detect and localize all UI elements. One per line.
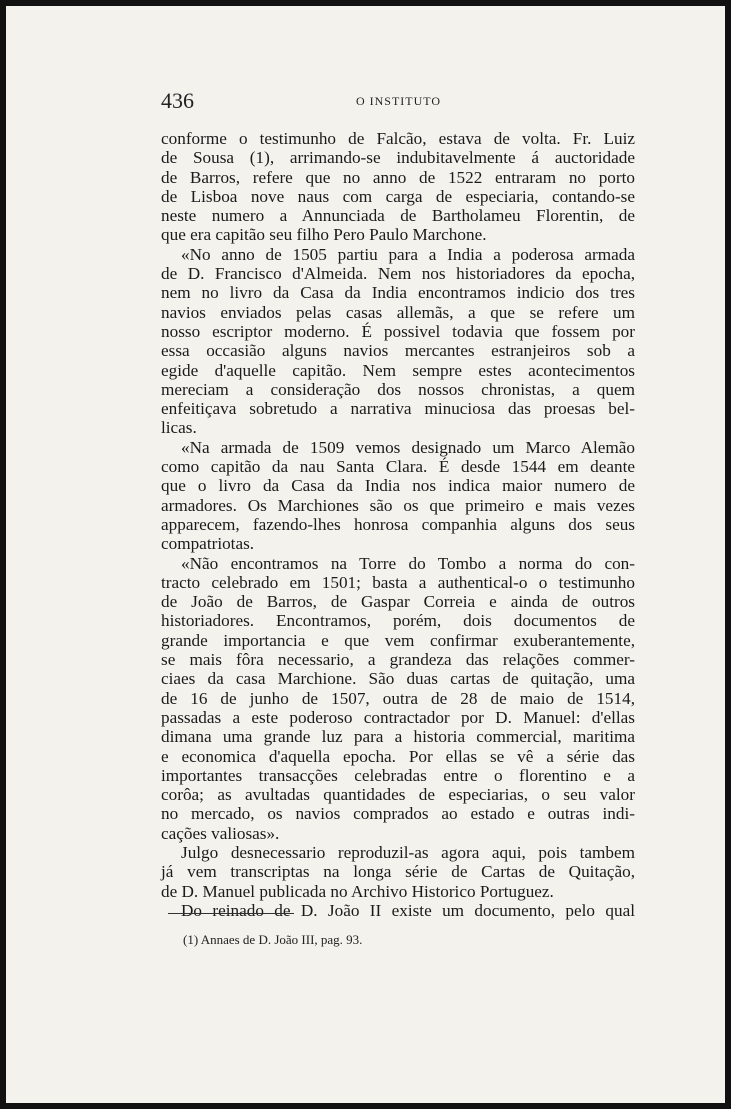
text-line: Do reinado de D. João II existe um documento, pelo qual [181, 900, 635, 920]
text-line: «Na armada de 1509 vemos designado um Marco Alemão [181, 437, 635, 457]
text-line: já vem transcriptas na longa série de Cartas de Quitação, [161, 862, 635, 882]
text-line: conforme o testimunho de Falcão, estava de volta. Fr. Luiz [161, 129, 635, 148]
text-line: de Lisboa nove naus com carga de especiaria, contando-se [161, 186, 635, 206]
text-line: cações valiosas». [161, 823, 280, 843]
text-line: nem no livro da Casa da India encontramos indicio dos tres [161, 283, 635, 303]
text-line: corôa; as avultadas quantidades de especiarias, o seu valor [161, 785, 635, 805]
text-line: grande importancia e que vem confirmar exuberantemente, [161, 630, 635, 650]
text-line: que o livro da Casa da India nos indica maior numero de [161, 476, 635, 496]
text-line: e economica d'aquella epocha. Por ellas se vê a série das [161, 746, 635, 766]
text-line: de Sousa (1), arrimando-se indubitavelmente á auctoridade [161, 148, 635, 168]
text-line: navios enviados pelas casas allemãs, a que se refere um [161, 302, 635, 322]
text-line: nosso escriptor moderno. É possivel todavia que fossem por [161, 321, 635, 341]
document-page [6, 6, 725, 1103]
text-line: compatriotas. [161, 534, 255, 554]
text-line: de Barros, refere que no anno de 1522 entraram no porto [161, 167, 635, 187]
text-line: de João de Barros, de Gaspar Correia e ainda de outros [161, 592, 635, 612]
text-line: apparecem, fazendo-lhes honrosa companhia alguns dos seus [161, 514, 635, 534]
text-line: de 16 de junho de 1507, outra de 28 de maio de 1514, [161, 688, 635, 708]
body-text [161, 129, 635, 920]
text-line: mereciam a consideração dos nossos chronistas, a quem [161, 379, 635, 399]
text-line: dimana uma grande luz para a historia commercial, maritima [161, 727, 635, 747]
text-line: enfeitiçava sobretudo a narrativa minuciosa das proesas bel- [161, 399, 635, 419]
text-line: de D. Francisco d'Almeida. Nem nos historiadores da epocha, [161, 264, 635, 284]
page-number: 436 [161, 88, 194, 113]
text-line: egide d'aquelle capitão. Nem sempre estes acontecimentos [161, 360, 635, 380]
text-line: passadas a este poderoso contractador por D. Manuel: d'ellas [161, 707, 635, 727]
footnote: (1) Annaes de D. João III, pag. 93. [183, 932, 363, 947]
text-line: como capitão da nau Santa Clara. É desde 1544 em deante [161, 457, 635, 477]
text-line: no mercado, os navios comprados ao estado e outras indi- [161, 804, 635, 824]
journal-title: O INSTITUTO [355, 94, 442, 108]
text-line: tracto celebrado em 1501; basta a authentical-o o testimunho [161, 572, 635, 592]
text-line: ciaes da casa Marchione. São duas cartas de quitação, uma [161, 669, 635, 689]
text-line: historiadores. Encontramos, porém, dois documentos de [161, 611, 635, 631]
text-line: «No anno de 1505 partiu para a India a poderosa armada [181, 244, 635, 264]
text-line: Julgo desnecessario reproduzil-as agora aqui, pois tambem [181, 842, 635, 862]
text-line: se mais fôra necessario, a grandeza das relações commer- [161, 650, 635, 670]
text-line: de D. Manuel publicada no Archivo Historico Portuguez. [161, 881, 554, 901]
text-line: «Não encontramos na Torre do Tombo a norma do con- [181, 553, 635, 573]
text-line: neste numero a Annunciada de Bartholameu Florentin, de [161, 206, 635, 226]
text-line: que era capitão seu filho Pero Paulo Marchone. [161, 225, 487, 245]
running-head [161, 89, 636, 113]
text-line: armadores. Os Marchiones são os que primeiro e mais vezes [161, 495, 635, 515]
footnote-rule [168, 913, 294, 914]
text-line: essa occasião alguns navios mercantes estranjeiros sob a [161, 341, 635, 361]
text-line: importantes transacções celebradas entre o florentino e a [161, 765, 635, 785]
text-line: licas. [161, 418, 197, 438]
